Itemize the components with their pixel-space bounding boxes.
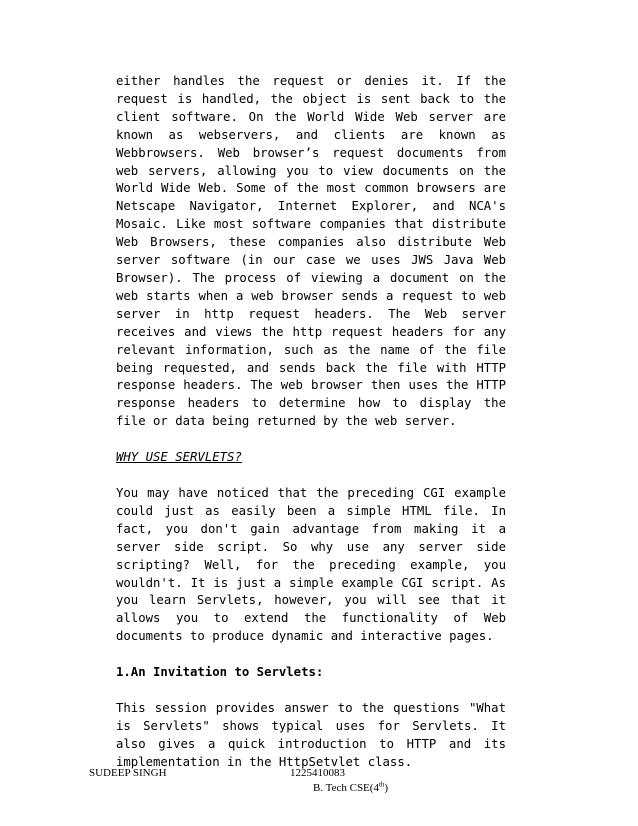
- paragraph-web-browsers: either handles the request or denies it. If the request is handled, the object is sent back to the client software. On the World Wide Web server are known as webservers, and clients are known as Webbrowsers. Web browser’s request documents from web servers, allowing you to view documents on the World Wide Web. Some of the most common browsers are Netscape Navigator, Internet Explorer, and NCA's Mosaic. Like most software companies that distribute Web Browsers, these companies also distribute Web server software (in our case we uses JWS Java Web Browser). The process of viewing a document on the web starts when a web browser sends a request to web server in http request headers. The Web server receives and views the http request headers for any relevant information, such as the name of the file being requested, and sends back the file with HTTP response headers. The web browser then uses the HTTP response headers to determine how to display the file or data being returned by the web server.: [116, 74, 506, 429]
- paragraph-spacer: [116, 467, 506, 485]
- paragraph-why-servlets: You may have noticed that the preceding CGI example could just as easily been a simple HTML file. In fact, you don't gain advantage from making it a server side script. So why use any server side scripting? Well, for the preceding example, you wouldn't. It is just a simple example CGI script. As you learn Servlets, however, you will see that it allows you to extend the functionality of Web documents to produce dynamic and interactive pages.: [116, 486, 506, 644]
- paragraph-spacer: [116, 682, 506, 700]
- heading-why-use-servlets: WHY USE SERVLETS?: [116, 450, 242, 465]
- footer-course-prefix: B. Tech CSE(4: [313, 782, 379, 794]
- footer-author-name: SUDEEP SINGH: [89, 767, 167, 779]
- footer-course-suffix: ): [384, 782, 389, 794]
- paragraph-spacer: [116, 431, 506, 449]
- paragraph-session-intro: This session provides answer to the questions "What is Servlets" shows typical uses for Servlets. It also gives a quick introduction to HTTP and its implementation in the HttpSetvlet class.: [116, 701, 506, 769]
- footer-course: [313, 781, 388, 795]
- footer-course-superscript: th: [378, 780, 385, 789]
- page-body: [116, 73, 506, 772]
- section-title-invitation: 1.An Invitation to Servlets:: [116, 665, 324, 680]
- footer-roll-number: 1225410083: [290, 767, 345, 779]
- paragraph-spacer: [116, 646, 506, 664]
